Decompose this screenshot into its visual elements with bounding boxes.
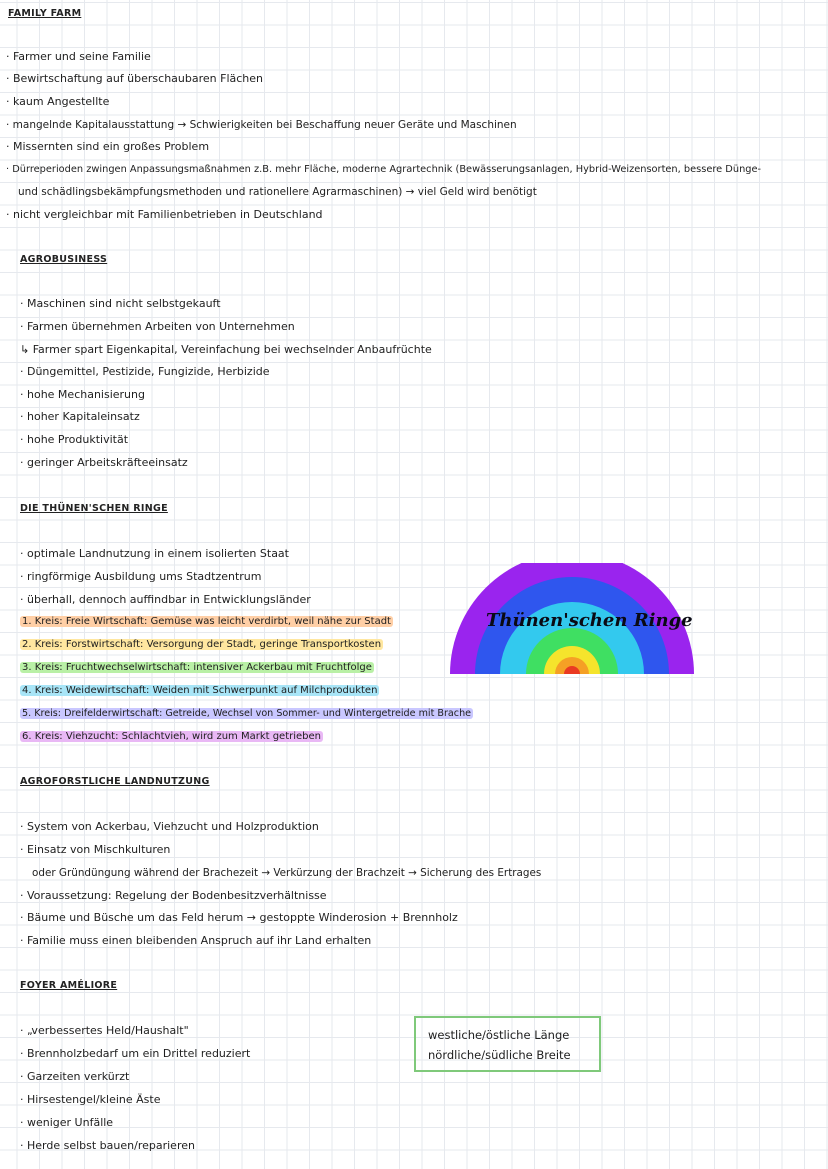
list-item: · Garzeiten verkürzt bbox=[20, 1070, 130, 1083]
list-item: · Bewirtschaftung auf überschaubaren Flächen bbox=[6, 72, 264, 85]
list-item: · Bäume und Büsche um das Feld herum → gestoppte Winderosion + Brennholz bbox=[20, 911, 458, 924]
heading-foyer: FOYER AMÉLIORE bbox=[20, 980, 118, 991]
list-item: · überhall, dennoch auffindbar in Entwicklungsländer bbox=[20, 593, 311, 606]
ring-item-2: 2. Kreis: Forstwirtschaft: Versorgung der Stadt, geringe Transportkosten bbox=[22, 639, 382, 650]
note-line-latitude: nördliche/südliche Breite bbox=[428, 1048, 571, 1062]
list-item: · optimale Landnutzung in einem isolierten Staat bbox=[20, 547, 289, 560]
list-item: · Missernten sind ein großes Problem bbox=[6, 140, 210, 153]
list-item: · Familie muss einen bleibenden Anspruch auf ihr Land erhalten bbox=[20, 934, 372, 947]
list-item: · hohe Produktivität bbox=[20, 433, 129, 446]
list-item: ↳ Farmer spart Eigenkapital, Vereinfachung bei wechselnder Anbaufrüchte bbox=[20, 343, 432, 356]
list-item: · nicht vergleichbar mit Familienbetrieben in Deutschland bbox=[6, 208, 323, 221]
note-box bbox=[414, 1016, 601, 1072]
thuenen-rings-diagram bbox=[450, 563, 696, 675]
ring-item-1: 1. Kreis: Freie Wirtschaft: Gemüse was leicht verdirbt, weil nähe zur Stadt bbox=[22, 616, 391, 627]
heading-family-farm: FAMILY FARM bbox=[8, 8, 82, 19]
list-item: · Düngemittel, Pestizide, Fungizide, Herbizide bbox=[20, 365, 270, 378]
heading-thuenen: DIE THÜNEN'SCHEN RINGE bbox=[20, 503, 168, 514]
ring-item-4: 4. Kreis: Weidewirtschaft: Weiden mit Schwerpunkt auf Milchprodukten bbox=[22, 685, 378, 696]
ring-item-5: 5. Kreis: Dreifelderwirtschaft: Getreide, Wechsel von Sommer- und Wintergetreide mit Brache bbox=[22, 708, 472, 719]
list-item: · Hirsestengel/kleine Äste bbox=[20, 1093, 161, 1106]
list-item: · Farmen übernehmen Arbeiten von Unternehmen bbox=[20, 320, 295, 333]
heading-agrobusiness: AGROBUSINESS bbox=[20, 254, 108, 265]
list-item: · geringer Arbeitskräfteeinsatz bbox=[20, 456, 188, 469]
rings-diagram-title: Thünen'schen Ringe bbox=[486, 610, 693, 631]
note-line-longitude: westliche/östliche Länge bbox=[428, 1028, 570, 1042]
list-item: · System von Ackerbau, Viehzucht und Holzproduktion bbox=[20, 820, 319, 833]
list-item: · Dürreperioden zwingen Anpassungsmaßnahmen z.B. mehr Fläche, moderne Agrartechnik (Bewässerungsanlagen, Hybrid-Weizensorten, bessere Dünge- bbox=[6, 164, 762, 175]
list-item: · Herde selbst bauen/reparieren bbox=[20, 1139, 195, 1152]
list-item: · Voraussetzung: Regelung der Bodenbesitzverhältnisse bbox=[20, 889, 327, 902]
ring-item-6: 6. Kreis: Viehzucht: Schlachtvieh, wird zum Markt getrieben bbox=[22, 731, 322, 742]
list-item: · kaum Angestellte bbox=[6, 95, 110, 108]
list-item: · Farmer und seine Familie bbox=[6, 50, 151, 63]
list-item: · hoher Kapitaleinsatz bbox=[20, 410, 140, 423]
list-item: · „verbessertes Held/Haushalt" bbox=[20, 1024, 189, 1037]
list-item: · hohe Mechanisierung bbox=[20, 388, 145, 401]
list-item: · ringförmige Ausbildung ums Stadtzentrum bbox=[20, 570, 262, 583]
list-item: · Brennholzbedarf um ein Drittel reduziert bbox=[20, 1047, 251, 1060]
list-item: · Maschinen sind nicht selbstgekauft bbox=[20, 297, 221, 310]
ring-item-3: 3. Kreis: Fruchtwechselwirtschaft: intensiver Ackerbau mit Fruchtfolge bbox=[22, 662, 372, 673]
heading-agroforst: AGROFORSTLICHE LANDNUTZUNG bbox=[20, 776, 210, 787]
list-item: oder Gründüngung während der Brachezeit → Verkürzung der Brachzeit → Sicherung des Ertrages bbox=[32, 867, 542, 879]
list-item: · Einsatz von Mischkulturen bbox=[20, 843, 171, 856]
list-item: · weniger Unfälle bbox=[20, 1116, 114, 1129]
list-item: und schädlingsbekämpfungsmethoden und rationellere Agrarmaschinen) → viel Geld wird benötigt bbox=[18, 186, 537, 198]
list-item: · mangelnde Kapitalausstattung → Schwierigkeiten bei Beschaffung neuer Geräte und Maschinen bbox=[6, 119, 517, 131]
